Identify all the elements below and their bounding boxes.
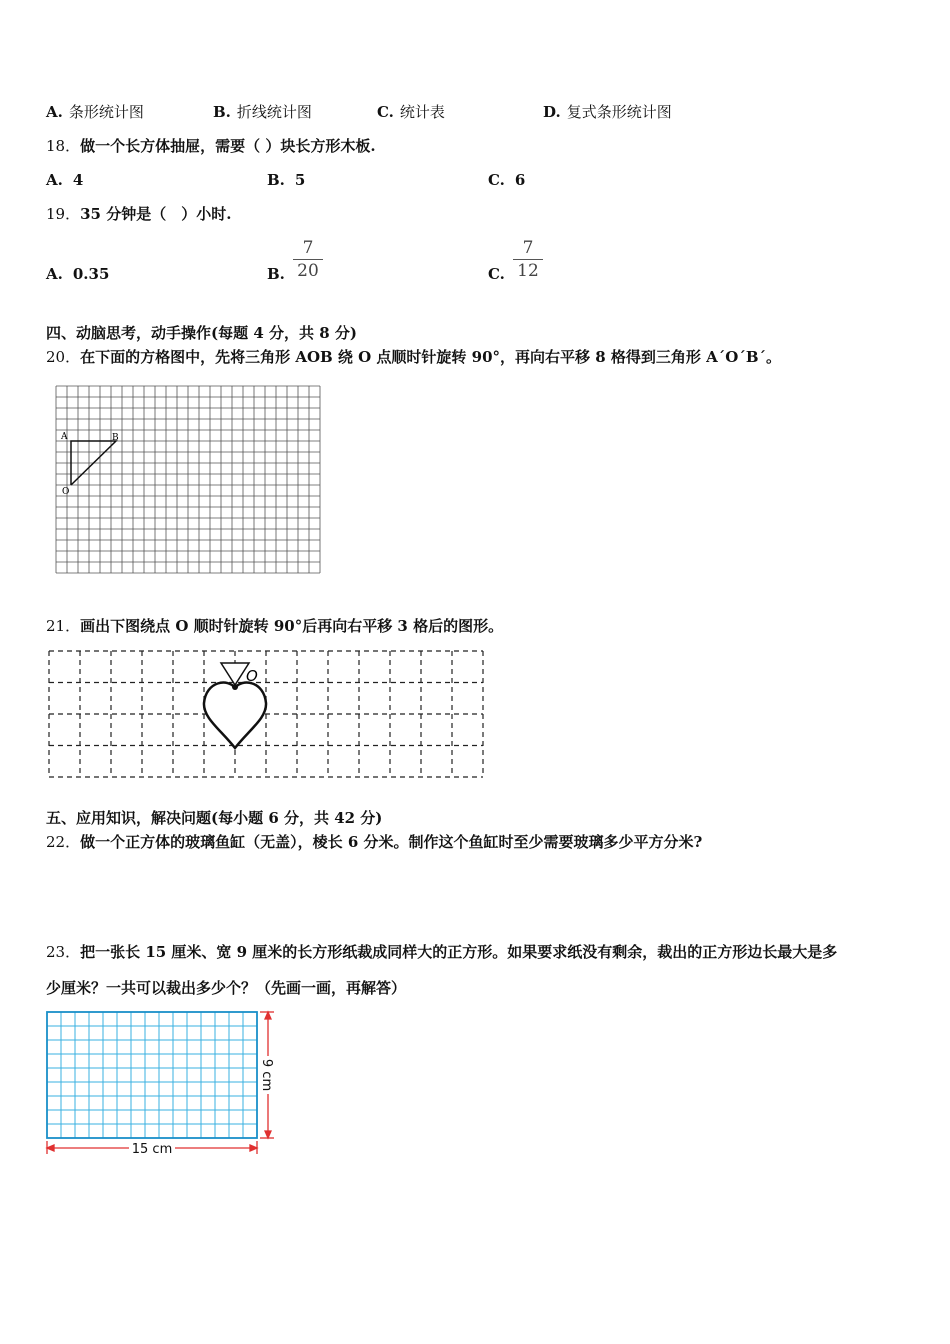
q21-question [46,616,503,636]
q21-dashed-grid-figure [46,648,488,784]
q18-option-a[interactable]: A. 4 [46,171,84,189]
point-o [232,684,238,690]
q20-grid-lines [56,386,320,573]
q23-number: 23． [46,943,81,961]
q17-option-c[interactable]: C. 统计表 [377,103,445,121]
section-4-heading: 四、动脑思考，动手操作(每题 4 分，共 8 分) [46,324,357,342]
q19-stem: 35 分钟是（ ）小时. [80,205,232,223]
q20-stem: 在下面的方格图中，先将三角形 AOB 绕 O 点顺时针旋转 90°，再向右平移 8 格得到三角形 A´O´B´。 [80,348,782,366]
q20-question [46,347,781,367]
label-o: O [62,487,70,497]
q18-option-c[interactable]: C. 6 [488,171,526,189]
q19-option-c-fraction: 7 12 [513,238,543,281]
q19-question [46,204,231,224]
q23-stem-line1: 把一张长 15 厘米、宽 9 厘米的长方形纸裁成同样大的正方形。如果要求纸没有剩余，裁出的正方形边长最大是多 [80,943,838,961]
q19-option-c[interactable]: C. [488,265,505,283]
q23-stem-line2: 少厘米？一共可以裁出多少个？（先画一画，再解答） [46,979,407,997]
q20-number: 20． [46,348,81,366]
q21-dashed-grid [49,651,483,777]
q19-number: 19． [46,205,81,223]
heart-shape [204,683,266,748]
q17-option-b[interactable]: B. 折线统计图 [213,103,312,121]
point-o-label: O [246,667,258,685]
label-b: B [112,433,119,443]
q19-option-b[interactable]: B. [267,265,285,283]
q22-number: 22． [46,833,81,851]
q18-option-b[interactable]: B. 5 [267,171,306,189]
q18-number: 18． [46,137,81,155]
q17-option-a[interactable]: A. 条形统计图 [46,103,144,121]
q21-stem: 画出下图绕点 O 顺时针旋转 90°后再向右平移 3 格后的图形。 [80,617,504,635]
width-label: 15 cm [131,1142,173,1157]
q20-grid-figure [50,382,325,574]
q23-paper-figure [44,1008,284,1160]
q22-stem: 做一个正方体的玻璃鱼缸（无盖），棱长 6 分米。制作这个鱼缸时至少需要玻璃多少平方分米? [80,833,703,851]
height-label: 9 cm [259,1058,274,1092]
section-5-heading: 五、应用知识，解决问题(每小题 6 分，共 42 分) [46,809,383,827]
q23-paper-outline [47,1012,257,1138]
q18-question [46,136,376,156]
q23-question-line1 [46,942,837,962]
q21-number: 21． [46,617,81,635]
q22-question [46,832,702,852]
q23-grid-lines [47,1012,257,1138]
q19-option-a[interactable]: A. 0.35 [46,265,110,283]
q19-option-b-fraction: 7 20 [293,238,323,281]
q17-option-d[interactable]: D. 复式条形统计图 [543,103,672,121]
q18-stem: 做一个长方体抽屉，需要（ ）块长方形木板. [80,137,376,155]
label-a: A [61,432,68,442]
